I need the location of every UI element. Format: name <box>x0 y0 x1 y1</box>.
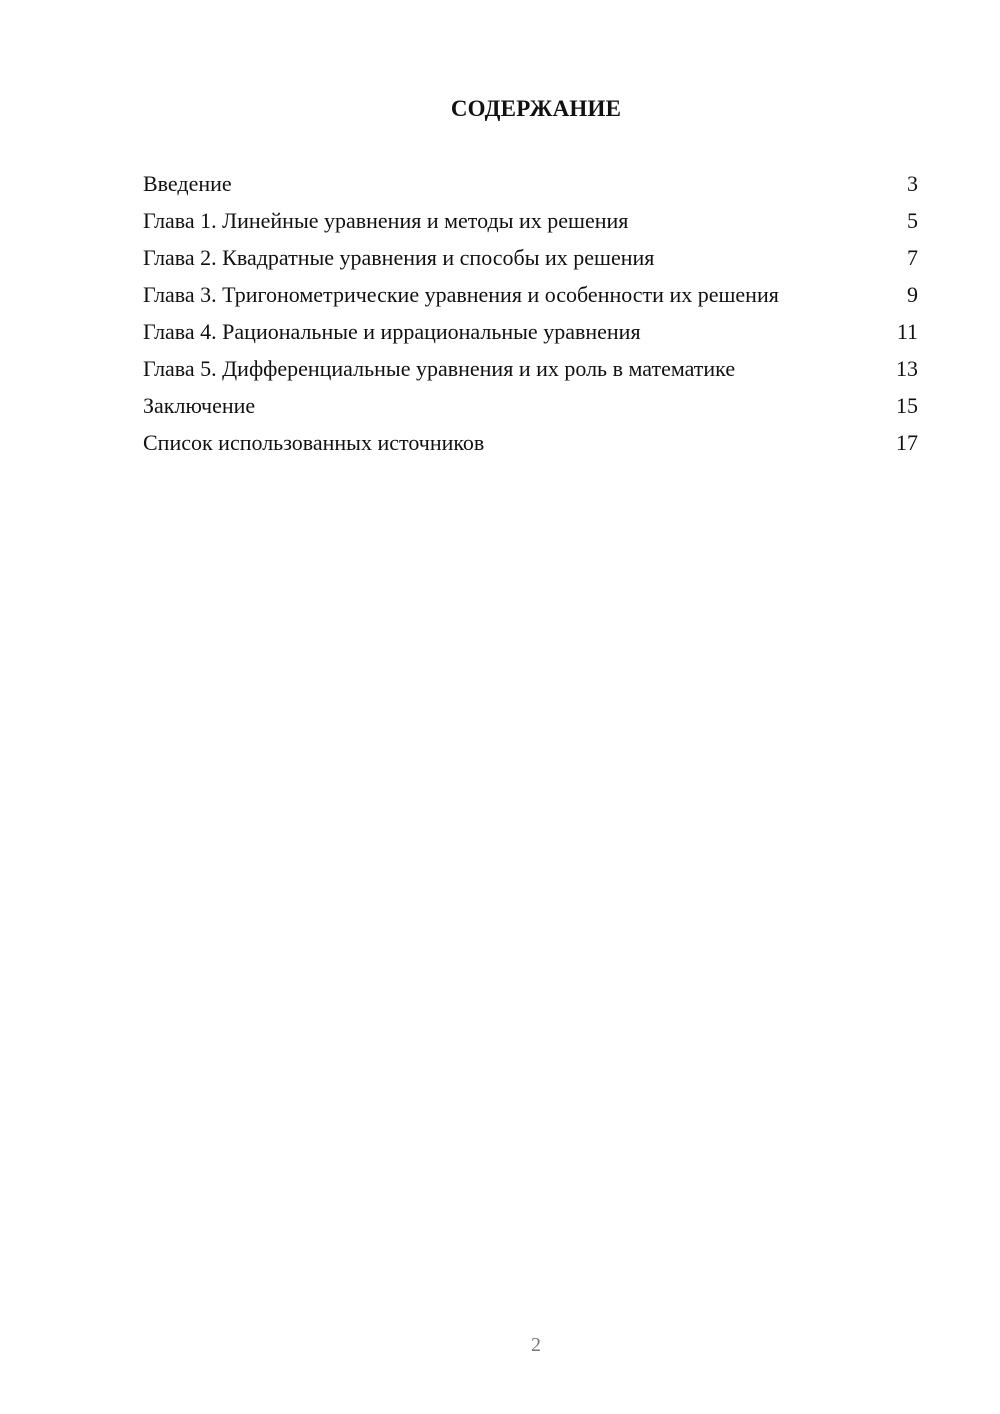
toc-entry-page: 9 <box>907 282 918 307</box>
toc-entry-page: 17 <box>896 430 918 455</box>
toc-entry-label: Глава 1. Линейные уравнения и методы их решения <box>143 208 629 233</box>
toc-entry-references <box>143 429 918 456</box>
toc-entry-label: Глава 3. Тригонометрические уравнения и особенности их решения <box>143 282 779 307</box>
toc-entry-conclusion <box>143 392 918 419</box>
toc-entry-page: 11 <box>896 319 918 344</box>
toc-entry-label: Глава 2. Квадратные уравнения и способы их решения <box>143 245 655 270</box>
toc-entry-page: 15 <box>896 393 918 418</box>
toc-entry-label: Глава 5. Дифференциальные уравнения и их роль в математике <box>143 356 736 381</box>
toc-entry-page: 7 <box>907 245 918 270</box>
toc-entry-label: Список использованных источников <box>143 430 485 455</box>
toc-entry-page: 5 <box>907 208 918 233</box>
toc-entry-page: 3 <box>907 171 918 196</box>
toc-entry-chapter-5 <box>143 355 918 382</box>
toc-entry-label: Введение <box>143 171 232 196</box>
toc-entry-page: 13 <box>896 356 918 381</box>
toc-entry-label: Заключение <box>143 393 256 418</box>
page-title: СОДЕРЖАНИЕ <box>450 96 622 121</box>
toc-entry-label: Глава 4. Рациональные и иррациональные уравнения <box>143 319 641 344</box>
toc-entry-chapter-2 <box>143 244 918 271</box>
toc-entry-introduction <box>143 170 918 197</box>
toc-entry-chapter-1 <box>143 207 918 234</box>
toc-entry-chapter-4 <box>143 318 918 345</box>
toc-entry-chapter-3 <box>143 281 918 308</box>
table-of-contents <box>143 170 918 466</box>
page-number: 2 <box>531 1334 541 1356</box>
